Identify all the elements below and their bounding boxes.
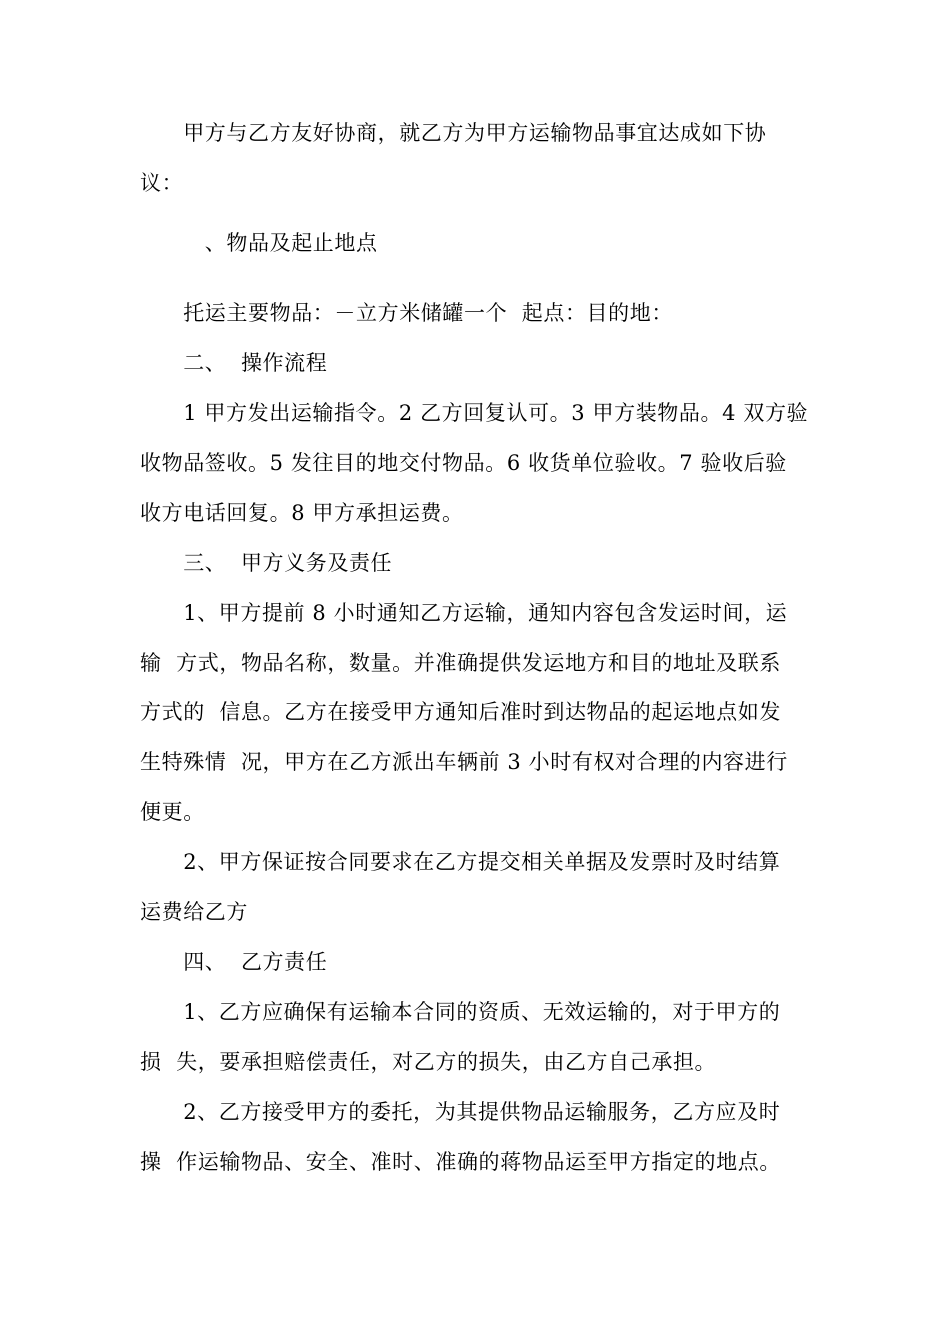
section-heading-line: 、物品及起止地点 (140, 231, 378, 255)
paragraph-line: 损 失，要承担赔偿责任，对乙方的损失，由乙方自己承担。 (140, 1050, 717, 1074)
paragraph-line: 便更。 (140, 800, 205, 824)
paragraph-line: 托运主要物品：－立方米储罐一个 起点：目的地： (140, 301, 673, 325)
paragraph-line: 操 作运输物品、安全、准时、准确的蒋物品运至甲方指定的地点。 (140, 1150, 781, 1174)
paragraph-line: 输 方式，物品名称，数量。并准确提供发运地方和目的地址及联系 (140, 651, 781, 675)
paragraph-line: 方式的 信息。乙方在接受甲方通知后准时到达物品的起运地点如发 (140, 700, 781, 724)
paragraph-line: 1、甲方提前 8 小时通知乙方运输，通知内容包含发运时间，运 (140, 601, 788, 625)
section-heading-line: 三、 甲方义务及责任 (140, 551, 393, 575)
paragraph-line: 收方电话回复。8 甲方承担运费。 (140, 501, 464, 525)
paragraph-line: 2、乙方接受甲方的委托，为其提供物品运输服务，乙方应及时 (140, 1100, 781, 1124)
paragraph-line: 议： (140, 171, 184, 195)
paragraph-line: 收物品签收。5 发往目的地交付物品。6 收货单位验收。7 验收后验 (140, 451, 787, 475)
section-heading-line: 二、 操作流程 (140, 351, 328, 375)
paragraph-line: 运费给乙方 (140, 900, 248, 924)
paragraph-line: 2、甲方保证按合同要求在乙方提交相关单据及发票时及时结算 (140, 850, 781, 874)
paragraph-line: 1、乙方应确保有运输本合同的资质、无效运输的，对于甲方的 (140, 1000, 781, 1024)
paragraph-line: 1 甲方发出运输指令。2 乙方回复认可。3 甲方装物品。4 双方验 (140, 401, 809, 425)
paragraph-line: 甲方与乙方友好协商，就乙方为甲方运输物品事宜达成如下协 (140, 121, 767, 145)
section-heading-line: 四、 乙方责任 (140, 950, 328, 974)
paragraph-line: 生特殊情 况，甲方在乙方派出车辆前 3 小时有权对合理的内容进行 (140, 750, 788, 774)
